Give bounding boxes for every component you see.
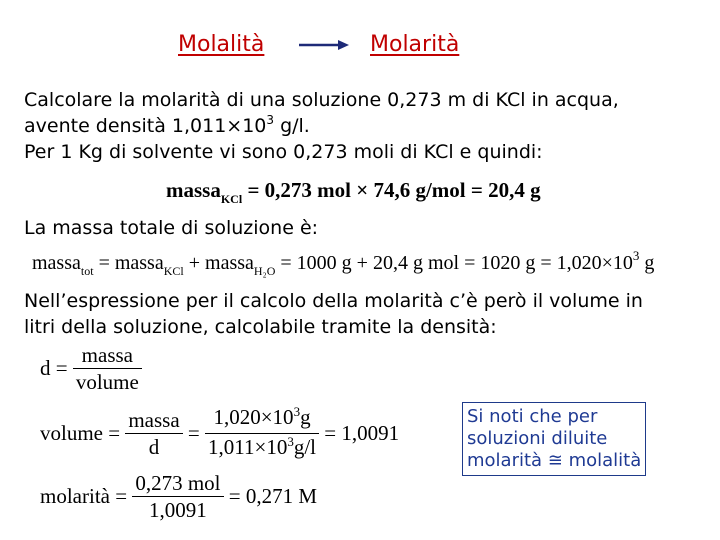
equation-massa-kcl [166,178,541,206]
eq-tot-term-3: + massa [183,252,254,274]
arrow-right-icon [298,38,350,52]
eq-massa-kcl-lhs: massa [166,178,221,202]
eq-molarita-fraction [132,470,223,523]
eq-volume-f2-den-mantissa: 1,011×10 [208,435,288,459]
eq-volume-f2-den-unit: g/l [293,435,317,459]
eq-tot-unit: g [639,252,655,274]
eq-volume-f2-numerator [205,404,319,434]
equation-massa-tot [32,248,655,278]
text-espressione-line-2: litri della soluzione, calcolabile tramite la densità: [24,316,497,338]
eq-volume-fraction-2 [205,404,319,463]
intro-line-2-unit: g/l. [274,115,310,137]
eq-volume-equals: = [182,421,206,445]
eq-volume-result: = 1,0091 [319,421,400,445]
intro-line-3: Per 1 Kg di solvente vi sono 0,273 moli di KCl e quindi: [24,141,543,163]
eq-tot-term-1: massa [32,252,81,274]
eq-molarita-denominator: 1,0091 [149,498,207,522]
text-massa-totale: La massa totale di soluzione è: [24,217,319,239]
text-espressione-line-1: Nell’espressione per il calcolo della molarità c’è però il volume in [24,290,643,312]
eq-densita-lhs: d = [40,356,73,380]
eq-massa-kcl-rhs: = 0,273 mol × 74,6 g/mol = 20,4 g [242,178,541,202]
note-line-2: soluzioni diluite [467,428,608,449]
eq-volume-f2-num-mantissa: 1,020×10 [213,405,294,429]
equation-molarita [40,470,317,523]
eq-densita-denominator: volume [75,370,139,394]
eq-volume-f1-denominator: d [148,435,160,459]
equation-densita [40,342,142,395]
eq-molarita-numerator: 0,273 mol [132,470,223,497]
intro-line-2-text: avente densità 1,011×10 [24,115,267,137]
intro-line-1: Calcolare la molarità di una soluzione 0,273 m di KCl in acqua, [24,89,619,111]
eq-volume-f2-num-exponent: 3 [293,404,301,419]
intro-line-2-exponent: 3 [266,113,275,127]
eq-molarita-result: = 0,271 M [223,484,318,508]
eq-volume-lhs: volume = [40,421,126,445]
eq-densita-fraction [73,342,142,395]
eq-tot-term-4: = 1000 g + 20,4 g mol = 1020 g = 1,020×10 [275,252,633,274]
eq-volume-f1-numerator: massa [125,407,182,434]
eq-volume-fraction-1 [125,407,182,460]
eq-volume-f2-num-unit: g [300,405,311,429]
note-line-1: Si noti che per [467,406,598,427]
note-line-3: molarità ≅ molalità [467,450,642,471]
eq-volume-f2-denominator [205,434,319,463]
eq-tot-sub-2: KCl [163,264,184,278]
equation-volume [40,404,399,463]
title-molarita: Molarità [370,32,460,57]
eq-densita-numerator: massa [73,342,142,369]
eq-tot-sub-1: tot [80,264,94,278]
note-box [462,402,646,476]
eq-molarita-lhs: molarità = [40,484,133,508]
eq-tot-sub-3: H₂O [253,264,276,278]
eq-massa-kcl-sub: KCl [220,192,243,206]
eq-tot-exponent: 3 [632,248,640,263]
eq-volume-f2-den-exponent: 3 [287,434,294,449]
title-molalita: Molalità [178,32,265,57]
intro-line-2 [24,114,310,141]
eq-tot-term-2: = massa [93,252,164,274]
